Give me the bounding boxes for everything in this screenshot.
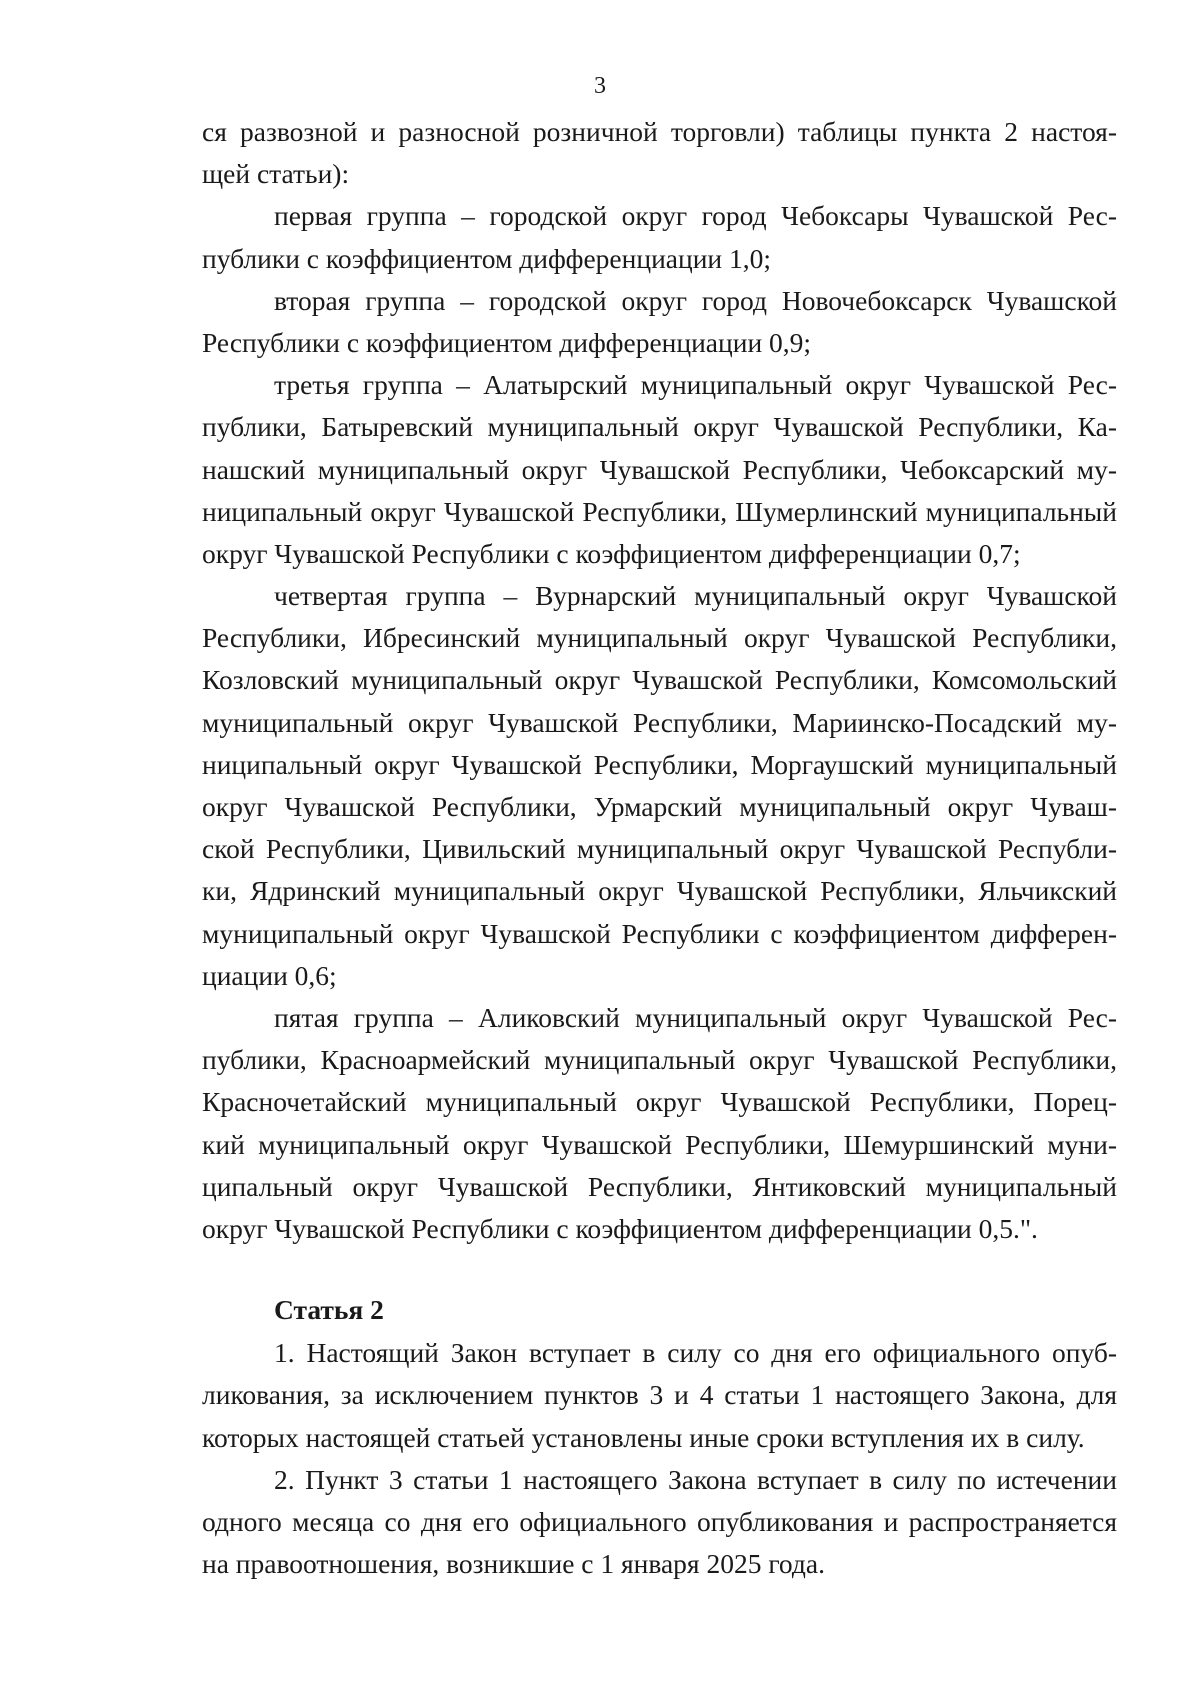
text-line: 1. Настоящий Закон вступает в силу со дня его официального опуб- [274, 1337, 1117, 1369]
text-line: публики с коэффициентом дифференциации 1,0; [202, 242, 772, 274]
text-line: третья группа – Алатырский муниципальный округ Чувашской Рес- [274, 369, 1117, 401]
paragraph [202, 997, 1117, 1250]
text-line: циации 0,6; [202, 959, 337, 991]
text-line: ки, Ядринский муниципальный округ Чувашской Республики, Яльчикский [202, 875, 1117, 907]
text-line: Красночетайский муниципальный округ Чувашской Республики, Порец- [202, 1086, 1117, 1118]
text-line: пятая группа – Аликовский муниципальный округ Чувашской Рес- [274, 1001, 1117, 1033]
text-line: округ Чувашской Республики с коэффициентом дифференциации 0,5.". [202, 1212, 1038, 1244]
article-text-block [202, 1290, 1117, 1585]
paragraph [202, 195, 1117, 279]
text-line: на правоотношения, возникшие с 1 января 2025 года. [202, 1548, 825, 1580]
text-line: округ Чувашской Республики, Урмарский муниципальный округ Чуваш- [202, 791, 1117, 822]
article-heading: Статья 2 [274, 1294, 384, 1325]
text-line: четвертая группа – Вурнарский муниципальный округ Чувашской [274, 580, 1117, 612]
text-line: муниципальный округ Чувашской Республики, Мариинско-Посадский му- [202, 706, 1117, 738]
text-line: Республики с коэффициентом дифференциации 0,9; [202, 326, 812, 358]
paragraph [202, 1459, 1117, 1586]
text-line: которых настоящей статьей установлены иные сроки вступления их в силу. [202, 1421, 1085, 1453]
heading-spacer [202, 1290, 1117, 1332]
page-number: 3 [594, 73, 606, 99]
paragraph [202, 280, 1117, 364]
text-line: ся развозной и разносной розничной торговли) таблицы пункта 2 настоя- [202, 116, 1117, 147]
text-line: вторая группа – городской округ город Новочебоксарск Чувашской [274, 284, 1117, 316]
text-line: нашский муниципальный округ Чувашской Республики, Чебоксарский му- [202, 453, 1117, 485]
text-line: муниципальный округ Чувашской Республики с коэффициентом дифферен- [202, 917, 1117, 949]
text-line: ципальный округ Чувашской Республики, Янтиковский муниципальный [202, 1170, 1117, 1202]
paragraph [202, 1332, 1117, 1459]
text-line: 2. Пункт 3 статьи 1 настоящего Закона вступает в силу по истечении [274, 1463, 1117, 1495]
text-line: Республики, Ибресинский муниципальный округ Чувашской Республики, [202, 622, 1117, 654]
paragraph [202, 111, 1117, 195]
text-line: ниципальный округ Чувашской Республики, Шумерлинский муниципальный [202, 495, 1117, 527]
text-line: щей статьи): [202, 158, 350, 190]
text-line: кий муниципальный округ Чувашской Республики, Шемуршинский муни- [202, 1128, 1117, 1160]
paragraph [202, 364, 1117, 575]
text-line: ликования, за исключением пунктов 3 и 4 статьи 1 настоящего Закона, для [202, 1379, 1117, 1411]
text-line: округ Чувашской Республики с коэффициентом дифференциации 0,7; [202, 537, 1021, 569]
law-text-block [202, 111, 1117, 1250]
text-line: Козловский муниципальный округ Чувашской Республики, Комсомольский [202, 664, 1117, 696]
text-line: ской Республики, Цивильский муниципальный округ Чувашской Республи- [202, 833, 1117, 865]
text-line: публики, Красноармейский муниципальный округ Чувашской Республики, [202, 1044, 1117, 1076]
text-line: первая группа – городской округ город Чебоксары Чувашской Рес- [274, 200, 1117, 232]
text-line: ниципальный округ Чувашской Республики, Моргаушский муниципальный [202, 748, 1117, 780]
paragraph [202, 575, 1117, 997]
text-line: публики, Батыревский муниципальный округ Чувашской Республики, Ка- [202, 411, 1117, 443]
text-line: одного месяца со дня его официального опубликования и распространяется [202, 1505, 1117, 1537]
